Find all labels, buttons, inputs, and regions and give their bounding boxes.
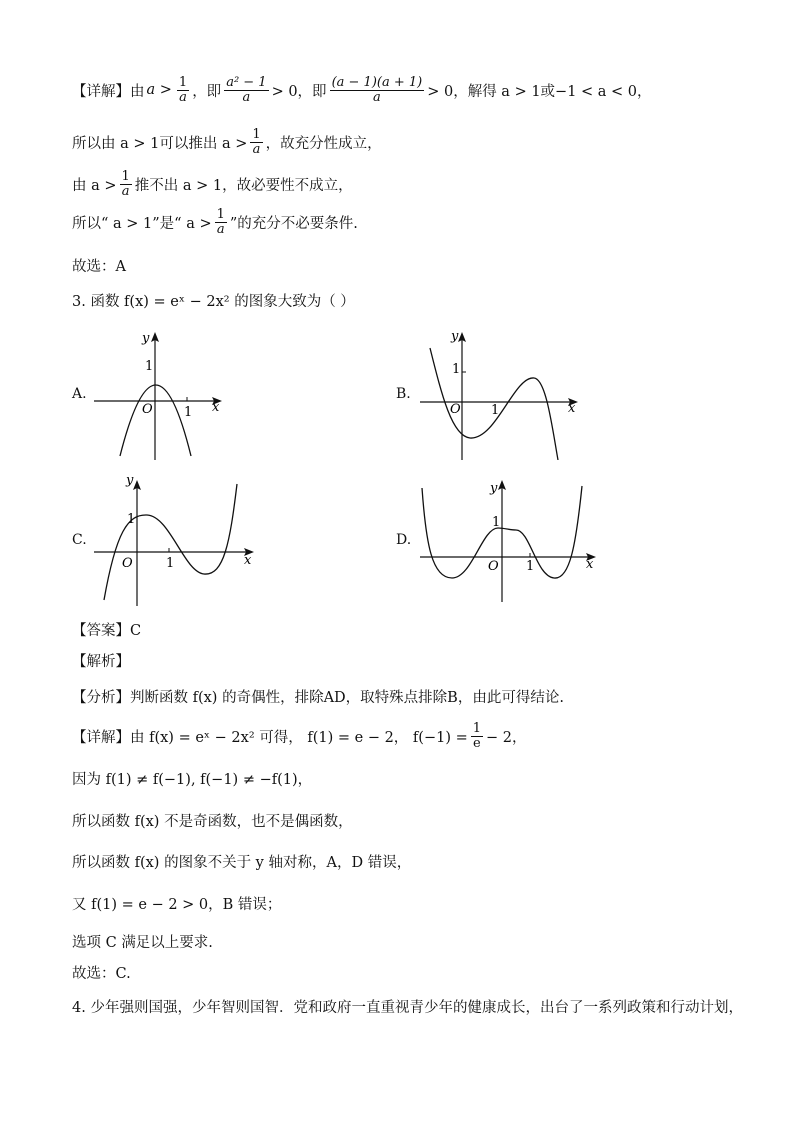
denominator: a [373,89,381,105]
denominator: a [216,221,225,237]
origin-label: O [488,559,499,574]
tick-label-y: 1 [145,359,154,374]
choose-line-2: 故选：C. [72,966,131,982]
y-label: y [142,331,150,346]
tick-label-y: 1 [452,362,461,377]
text: > 0，解得 a > 1或−1 < a < 0， [427,83,652,100]
detail-line-1 [72,76,652,104]
fraction [250,128,262,156]
tick-label-y: 1 [492,515,501,530]
text: 由 a > [72,177,117,194]
numerator: a² − 1 [226,75,267,90]
text: 推不出 a > 1，故必要性不成立， [134,177,353,194]
fraction [224,76,268,104]
detail2-line [72,722,527,750]
origin-label: O [450,402,461,417]
option-a-label: A. [72,386,87,402]
curve [104,484,237,600]
denominator: a [242,89,251,105]
x-label: x [212,400,220,415]
text: ，故充分性成立， [265,135,382,152]
tick-label-x: 1 [526,559,535,574]
denominator: a [179,89,187,105]
text: ”的充分不必要条件. [229,215,358,232]
fraction [177,76,189,104]
text: 所以“ a > 1”是“ a > [72,215,212,232]
tick-label-x: 1 [491,403,500,418]
analysis-line: 【分析】判断函数 f(x) 的奇偶性，排除AD，取特殊点排除B，由此可得结论. [72,690,564,706]
graph-c [92,472,262,606]
question-4: 4. 少年强则国强，少年智则国智．党和政府一直重视青少年的健康成长，出台了一系列政策和行动计划， [72,1000,743,1016]
also-line: 又 f(1) = e − 2 > 0，B 错误； [72,897,282,913]
graph-d [418,474,602,602]
therefore-line-2: 所以函数 f(x) 的图象不关于 y 轴对称，A，D 错误， [72,855,412,871]
y-label: y [451,329,459,344]
numerator: (a − 1)(a + 1) [331,75,423,90]
y-label: y [126,473,134,488]
option-d-label: D. [396,532,412,548]
option-c-satisfies-line: 选项 C 满足以上要求. [72,935,213,951]
text: 【详解】由 [72,83,145,100]
answer-line: 【答案】C [72,623,142,639]
numerator: 1 [252,127,261,142]
therefore-line-1: 所以函数 f(x) 不是奇函数，也不是偶函数， [72,814,353,830]
numerator: 1 [472,721,482,736]
detail-line-3 [72,170,353,198]
text: ，即 [192,83,222,100]
detail-line-2 [72,128,382,156]
denominator: e [473,735,481,751]
math: a > [146,82,172,99]
fraction [215,208,227,236]
tick-label-y: 1 [127,512,136,527]
text: 【详解】由 f(x) = eˣ − 2x² 可得， f(1) = e − 2， f(−1) = [72,729,468,746]
detail-line-4 [72,208,358,236]
x-label: x [586,557,594,572]
analysis-heading: 【解析】 [72,654,130,670]
graph-a [90,326,230,460]
y-label: y [490,481,498,496]
x-label: x [568,401,576,416]
option-c-label: C. [72,532,87,548]
fraction [330,76,425,104]
x-label: x [244,553,252,568]
numerator: 1 [178,75,188,90]
tick-label-x: 1 [166,556,175,571]
text: − 2， [486,729,527,746]
numerator: 1 [216,207,225,222]
fraction [120,170,132,198]
choose-line-1: 故选：A [72,259,126,275]
tick-label-x: 1 [184,405,193,420]
because-line: 因为 f(1) ≠ f(−1), f(−1) ≠ −f(1)， [72,772,313,788]
question-3: 3. 函数 f(x) = eˣ − 2x² 的图象大致为（ ） [72,294,355,310]
denominator: a [252,141,261,157]
fraction [471,722,483,750]
denominator: a [121,183,130,199]
graph-b [418,326,584,460]
numerator: 1 [121,169,130,184]
text: > 0，即 [271,83,327,100]
text: 所以由 a > 1可以推出 a > [72,135,248,152]
origin-label: O [122,556,133,571]
option-b-label: B. [396,386,411,402]
origin-label: O [142,402,153,417]
